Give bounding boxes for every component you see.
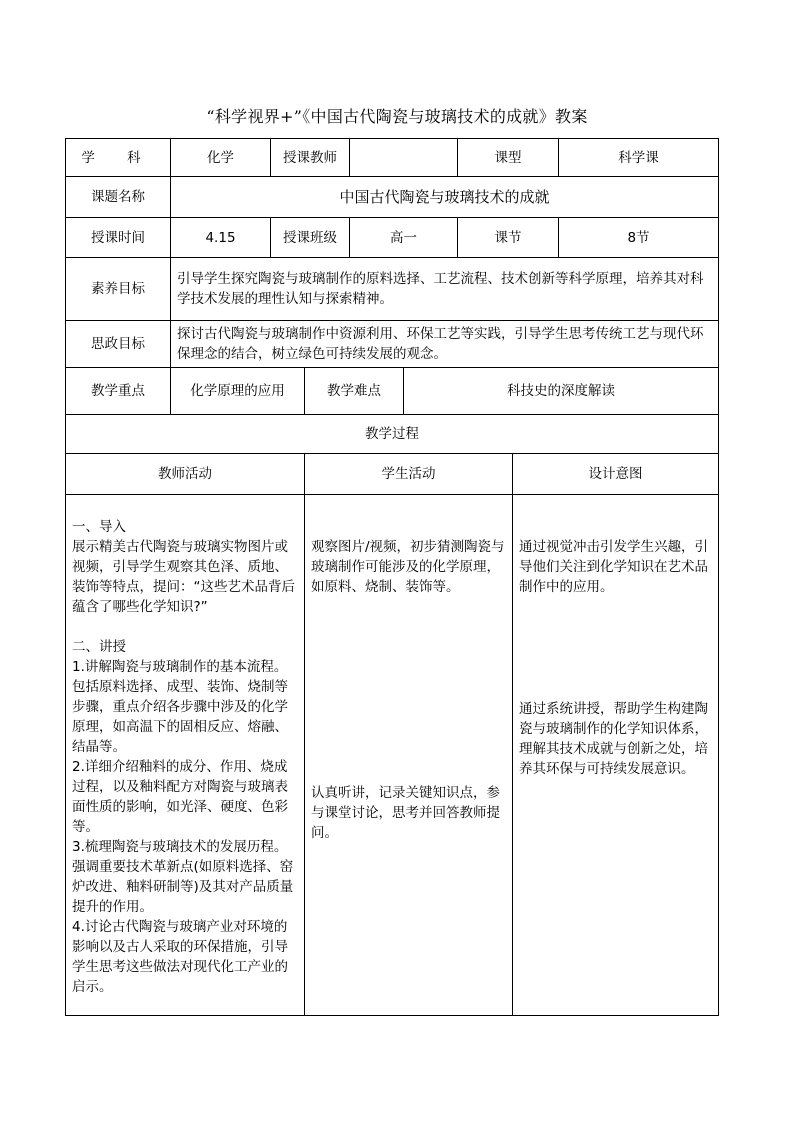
row-literacy bbox=[66, 258, 719, 321]
row-topic bbox=[66, 177, 719, 218]
col-design-intent: 设计意图 bbox=[513, 454, 719, 495]
row-ideology bbox=[66, 321, 719, 368]
class-value: 高一 bbox=[350, 218, 458, 258]
lecture-item-3: 3.梳理陶瓷与玻璃技术的发展历程。强调重要技术革新点(如原料选择、窑炉改进、釉料研制等)及其对产品质量提升的作用。 bbox=[72, 839, 294, 915]
student-intro: 观察图片/视频，初步猜测陶瓷与玻璃制作可能涉及的化学原理，如原料、烧制、装饰等。 bbox=[311, 539, 505, 595]
class-label: 授课班级 bbox=[271, 218, 350, 258]
topic-label: 课题名称 bbox=[66, 177, 171, 218]
teacher-label: 授课教师 bbox=[271, 139, 350, 177]
design-intent-cell bbox=[513, 495, 719, 1016]
design-lecture: 通过系统讲授，帮助学生构建陶瓷与玻璃制作的化学知识体系，理解其技术成就与创新之处，培养其环保与可持续发展意识。 bbox=[519, 701, 708, 777]
key-value: 化学原理的应用 bbox=[171, 368, 305, 415]
teacher-value[interactable] bbox=[350, 139, 458, 177]
literacy-value: 引导学生探究陶瓷与玻璃制作的原料选择、工艺流程、技术创新等科学原理，培养其对科学技术发展的理性认知与探索精神。 bbox=[171, 258, 719, 321]
process-header: 教学过程 bbox=[66, 415, 719, 454]
page-title: “科学视界+”《中国古代陶瓷与玻璃技术的成就》教案 bbox=[206, 107, 588, 126]
subject-value: 化学 bbox=[171, 139, 271, 177]
topic-value: 中国古代陶瓷与玻璃技术的成就 bbox=[171, 177, 719, 218]
lesson-plan-table bbox=[65, 138, 719, 1016]
ideology-label: 思政目标 bbox=[66, 321, 171, 368]
row-subject bbox=[66, 139, 719, 177]
row-process-header bbox=[66, 415, 719, 454]
subject-label: 学 科 bbox=[66, 139, 171, 177]
difficulty-value: 科技史的深度解读 bbox=[404, 368, 719, 415]
student-activity-cell bbox=[305, 495, 513, 1016]
period-value: 8节 bbox=[559, 218, 719, 258]
lecture-item-2: 2.详细介绍釉料的成分、作用、烧成过程，以及釉料配方对陶瓷与玻璃表面性质的影响，如光泽、硬度、色彩等。 bbox=[72, 759, 288, 835]
key-label: 教学重点 bbox=[66, 368, 171, 415]
student-lecture: 认真听讲，记录关键知识点，参与课堂讨论，思考并回答教师提问。 bbox=[311, 785, 500, 841]
type-label: 课型 bbox=[458, 139, 559, 177]
col-teacher-activity: 教师活动 bbox=[66, 454, 305, 495]
lecture-item-4: 4.讨论古代陶瓷与玻璃产业对环境的影响以及古人采取的环保措施，引导学生思考这些做法对现代化工产业的启示。 bbox=[72, 919, 288, 995]
row-key-points bbox=[66, 368, 719, 415]
time-value: 4.15 bbox=[171, 218, 271, 258]
lecture-item-1: 1.讲解陶瓷与玻璃制作的基本流程。包括原料选择、成型、装饰、烧制等步骤，重点介绍各步骤中涉及的化学原理，如高温下的固相反应、熔融、结晶等。 bbox=[72, 659, 288, 755]
type-value: 科学课 bbox=[559, 139, 719, 177]
col-student-activity: 学生活动 bbox=[305, 454, 513, 495]
intro-text: 展示精美古代陶瓷与玻璃实物图片或视频，引导学生观察其色泽、质地、装饰等特点，提问：“这些艺术品背后蕴含了哪些化学知识?” bbox=[72, 539, 295, 615]
intro-heading: 一、导入 bbox=[72, 519, 126, 535]
row-column-headers bbox=[66, 454, 719, 495]
period-label: 课节 bbox=[458, 218, 559, 258]
time-label: 授课时间 bbox=[66, 218, 171, 258]
design-intro: 通过视觉冲击引发学生兴趣，引导他们关注到化学知识在艺术品制作中的应用。 bbox=[519, 539, 708, 595]
ideology-value: 探讨古代陶瓷与玻璃制作中资源利用、环保工艺等实践，引导学生思考传统工艺与现代环保理念的结合，树立绿色可持续发展的观念。 bbox=[171, 321, 719, 368]
row-process-content bbox=[66, 495, 719, 1016]
lecture-heading: 二、讲授 bbox=[72, 639, 126, 655]
row-time bbox=[66, 218, 719, 258]
teacher-activity-cell bbox=[66, 495, 305, 1016]
literacy-label: 素养目标 bbox=[66, 258, 171, 321]
difficulty-label: 教学难点 bbox=[305, 368, 404, 415]
